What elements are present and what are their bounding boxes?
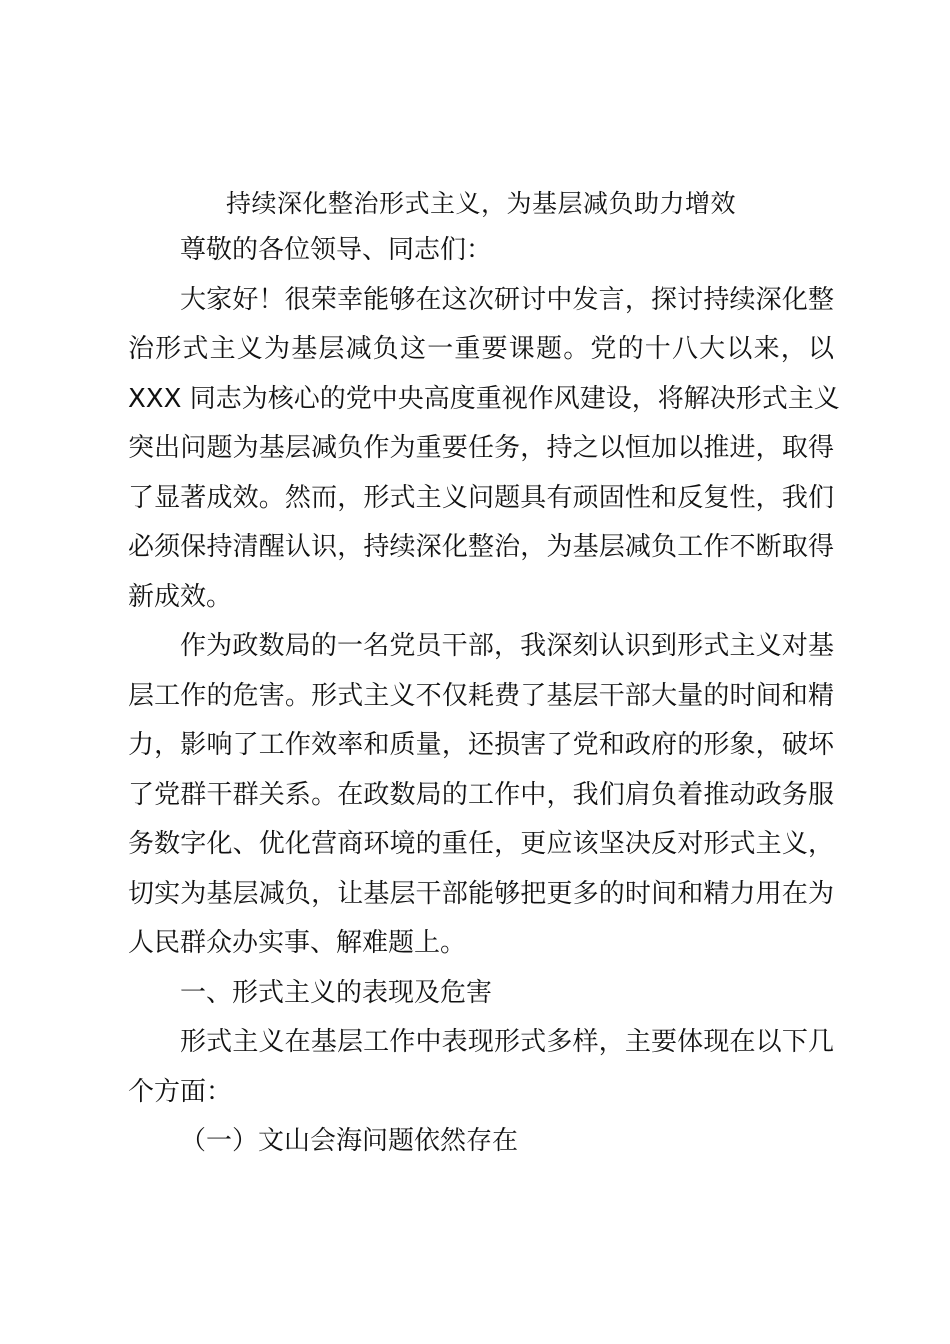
paragraph-line: 必须保持清醒认识，持续深化整治，为基层减负工作不断取得 (128, 532, 834, 562)
paragraph-3 (128, 1018, 834, 1117)
paragraph-line: 作为政数局的一名党员干部，我深刻认识到形式主义对基 (180, 631, 834, 661)
salutation: 尊敬的各位领导、同志们： (180, 235, 493, 265)
paragraph-line: 了显著成效。然而，形式主义问题具有顽固性和反复性，我们 (128, 482, 834, 513)
paragraph-line: 力，影响了工作效率和质量，还损害了党和政府的形象，破坏 (128, 730, 834, 760)
paragraph-line: 务数字化、优化营商环境的重任，更应该坚决反对形式主义， (128, 829, 834, 859)
paragraph-line: 形式主义在基层工作中表现形式多样，主要体现在以下几 (180, 1027, 834, 1057)
paragraph-line: 治形式主义为基层减负这一重要课题。党的十八大以来，以 (128, 334, 834, 364)
paragraph-line: XXX 同志为核心的党中央高度重视作风建设，将解决形式主义 (128, 383, 840, 414)
paragraph-line: 人民群众办实事、解难题上。 (128, 928, 467, 958)
section-heading: 一、形式主义的表现及危害 (180, 977, 493, 1008)
paragraph-line: 层工作的危害。形式主义不仅耗费了基层干部大量的时间和精 (128, 680, 834, 711)
paragraph-1 (128, 276, 840, 623)
paragraph-line: 突出问题为基层减负作为重要任务，持之以恒加以推进，取得 (128, 433, 834, 463)
paragraph-line: 个方面： (128, 1076, 233, 1107)
paragraph-2 (128, 622, 834, 969)
document-title: 持续深化整治形式主义，为基层减负助力增效 (225, 189, 736, 218)
subsection-heading: （一）文山会海问题依然存在 (180, 1126, 519, 1156)
paragraph-line: 了党群干群关系。在政数局的工作中，我们肩负着推动政务服 (128, 779, 834, 810)
document-body (128, 182, 840, 1167)
paragraph-line: 切实为基层减负，让基层干部能够把更多的时间和精力用在为 (128, 878, 834, 909)
paragraph-line: 大家好！很荣幸能够在这次研讨中发言，探讨持续深化整 (180, 284, 834, 315)
paragraph-line: 新成效。 (128, 581, 233, 612)
